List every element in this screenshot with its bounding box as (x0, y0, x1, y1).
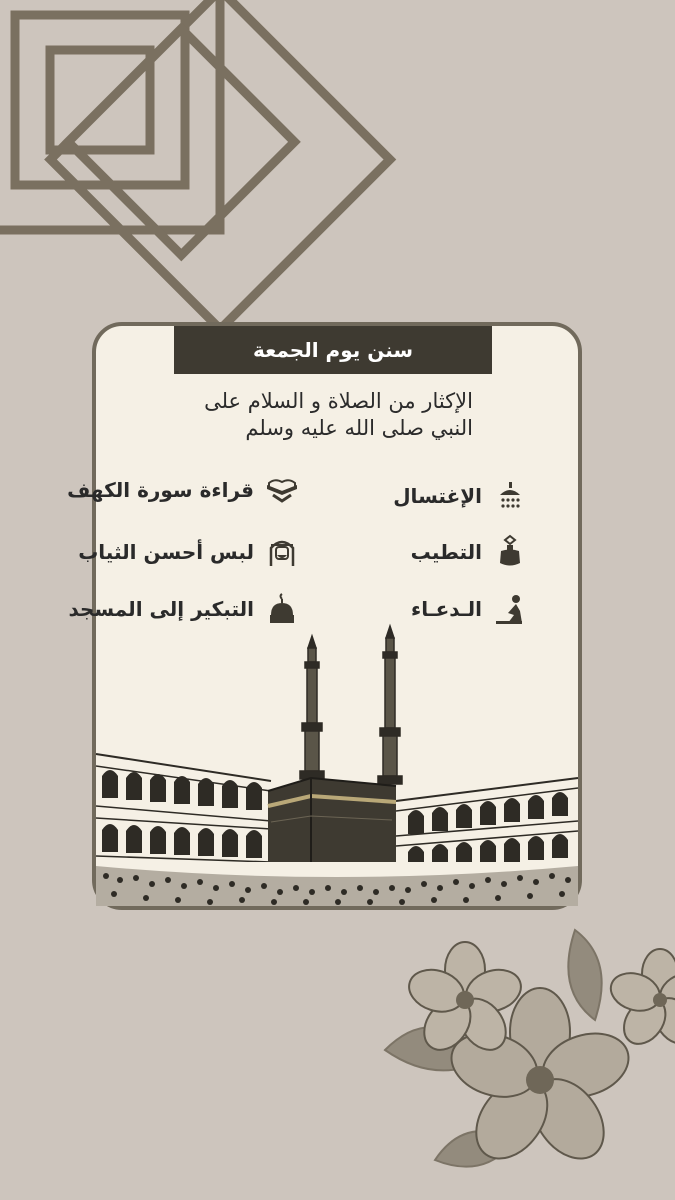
item-ghusl (393, 478, 528, 514)
item-label: لبس أحسن الثياب (78, 540, 254, 564)
minaret-right (378, 626, 402, 784)
item-dua (411, 591, 528, 627)
item-label: الإغتسال (393, 484, 482, 508)
shower-icon (492, 479, 528, 513)
item-label: الـدعـاء (411, 597, 482, 621)
item-perfume (411, 534, 528, 570)
mosque-icon (264, 592, 300, 626)
perfume-icon (492, 535, 528, 569)
intro-line-1: الإكثار من الصلاة و السلام على (204, 389, 473, 413)
crowd (96, 862, 578, 906)
item-label: قراءة سورة الكهف (67, 478, 254, 502)
item-label: التبكير إلى المسجد (68, 597, 254, 621)
flower-edge (606, 949, 675, 1052)
item-best-clothes (78, 534, 300, 570)
card-title: سنن يوم الجمعة (174, 326, 492, 374)
minaret-left (300, 636, 324, 779)
kaaba-illustration (96, 626, 578, 906)
intro-line-2: النبي صلى الله عليه وسلم (245, 416, 473, 440)
item-early-mosque (68, 591, 300, 627)
quran-icon (264, 473, 300, 507)
friday-sunnah-card (67, 322, 582, 910)
man-clothes-icon (264, 535, 300, 569)
intro-text (153, 388, 473, 442)
geometric-star-ornament (0, 0, 290, 300)
item-label: التطيب (410, 540, 482, 564)
praying-icon (492, 592, 528, 626)
floral-decoration (375, 910, 675, 1200)
item-surah-kahf (67, 472, 300, 508)
